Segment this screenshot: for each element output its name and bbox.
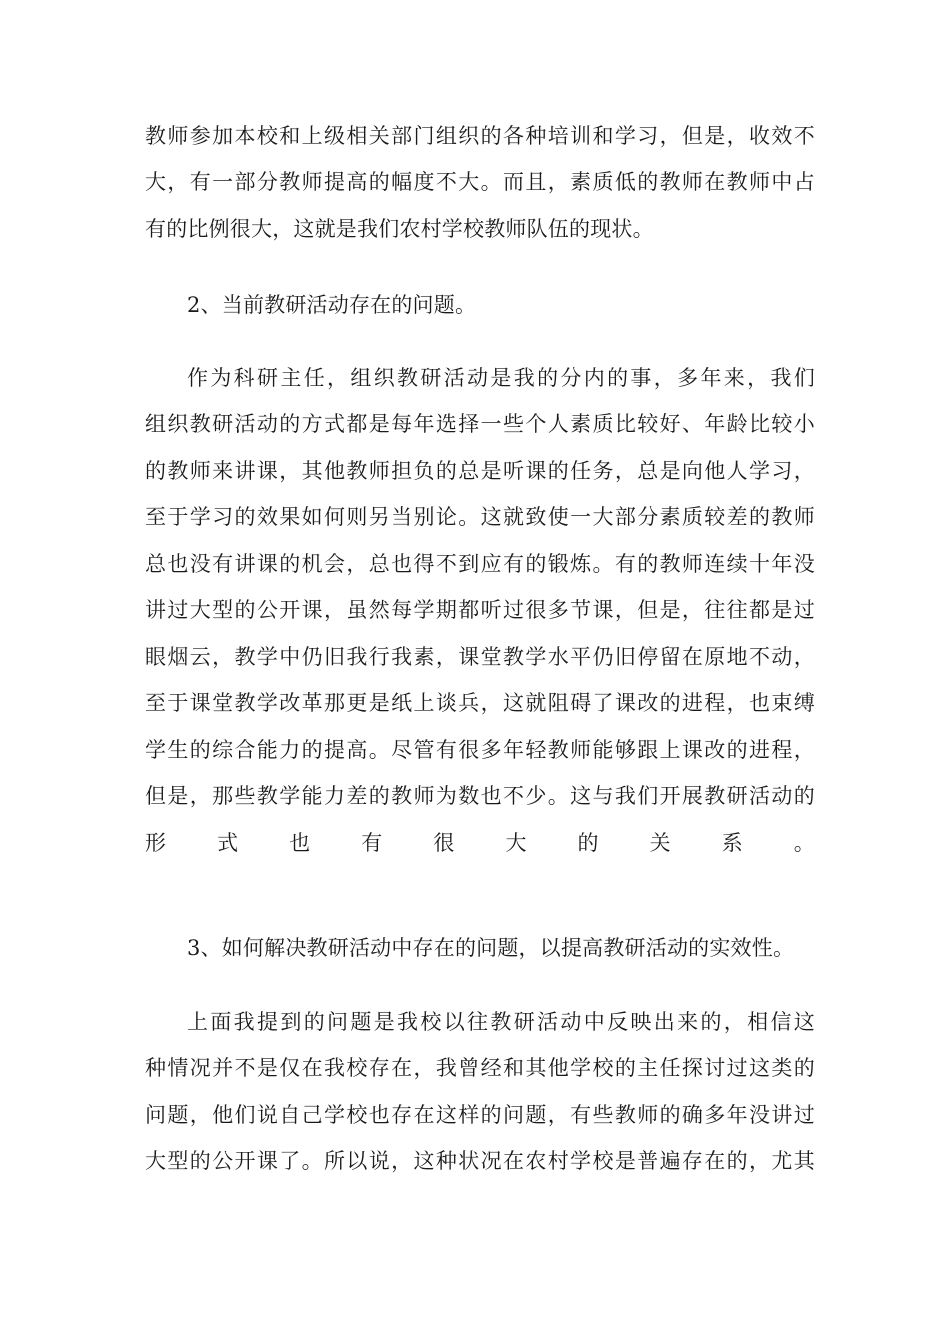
paragraph-3-line-1: 上面我提到的问题是我校以往教研活动中反映出来的，相信这 (187, 1010, 815, 1034)
paragraph-3-line-4: 大型的公开课了。所以说，这种状况在农村学校是普遍存在的，尤其 (145, 1149, 815, 1173)
paragraph-2-line-1: 作为科研主任，组织教研活动是我的分内的事，多年来，我们 (187, 366, 815, 390)
paragraph-2-line-9: 学生的综合能力的提高。尽管有很多年轻教师能够跟上课改的进程， (145, 738, 815, 762)
paragraph-2-line-6: 讲过大型的公开课，虽然每学期都听过很多节课，但是，往往都是过 (145, 598, 815, 622)
paragraph-1-line-3: 有的比例很大，这就是我们农村学校教师队伍的现状。 (145, 217, 654, 241)
paragraph-1-line-1: 教师参加本校和上级相关部门组织的各种培训和学习，但是，收效不 (145, 124, 815, 148)
section-heading-2: 2、当前教研活动存在的问题。 (187, 293, 477, 317)
paragraph-2-line-7: 眼烟云，教学中仍旧我行我素，课堂教学水平仍旧停留在原地不动， (145, 645, 815, 669)
paragraph-2-line-2: 组织教研活动的方式都是每年选择一些个人素质比较好、年龄比较小 (145, 412, 815, 436)
paragraph-2-line-8: 至于课堂教学改革那更是纸上谈兵，这就阻碍了课改的进程，也束缚 (145, 691, 815, 715)
paragraph-2-line-5: 总也没有讲课的机会，总也得不到应有的锻炼。有的教师连续十年没 (145, 552, 815, 576)
paragraph-1-line-2: 大，有一部分教师提高的幅度不大。而且，素质低的教师在教师中占 (145, 170, 815, 194)
paragraph-3-line-2: 种情况并不是仅在我校存在，我曾经和其他学校的主任探讨过这类的 (145, 1056, 815, 1080)
paragraph-2-line-11: 形式也有很大的关系。 (145, 831, 815, 855)
paragraph-2-line-3: 的教师来讲课，其他教师担负的总是听课的任务，总是向他人学习， (145, 459, 815, 483)
section-heading-3: 3、如何解决教研活动中存在的问题，以提高教研活动的实效性。 (187, 936, 795, 960)
paragraph-2-line-10: 但是，那些教学能力差的教师为数也不少。这与我们开展教研活动的 (145, 784, 815, 808)
paragraph-3-line-3: 问题，他们说自己学校也存在这样的问题，有些教师的确多年没讲过 (145, 1103, 815, 1127)
paragraph-2-line-4: 至于学习的效果如何则另当别论。这就致使一大部分素质较差的教师 (145, 505, 815, 529)
